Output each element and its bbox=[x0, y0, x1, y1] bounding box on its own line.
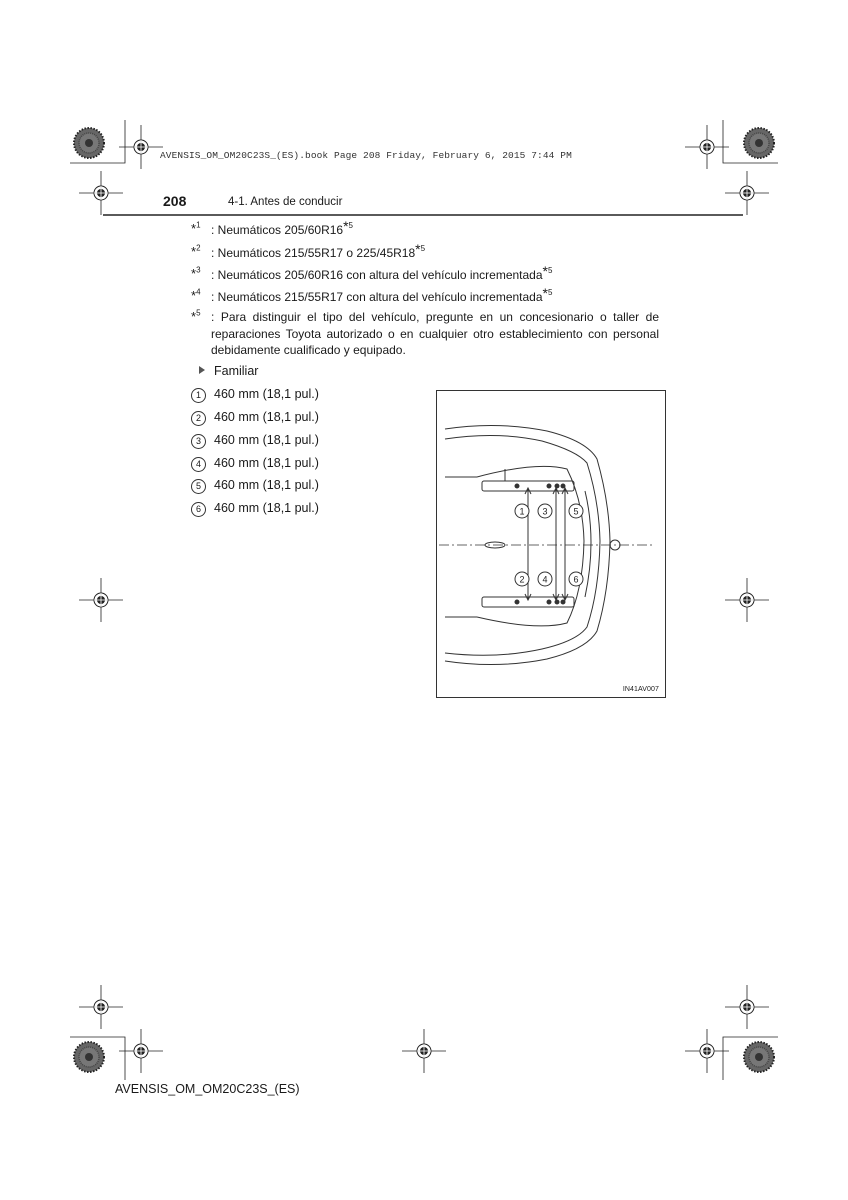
roof-rack-figure bbox=[436, 390, 666, 698]
footnote-ref-star: * bbox=[542, 263, 548, 279]
measurement-value: 460 mm (18,1 pul.) bbox=[214, 433, 319, 447]
footnote-number: 5 bbox=[196, 308, 201, 318]
figure-callout: 2 bbox=[519, 574, 525, 585]
circled-number: 3 bbox=[191, 434, 206, 449]
car-roof-diagram bbox=[437, 391, 665, 697]
triangle-bullet-icon bbox=[199, 366, 205, 374]
circled-number: 6 bbox=[191, 502, 206, 517]
sub-heading bbox=[199, 364, 258, 378]
footnote-marker: * bbox=[191, 288, 197, 303]
print-header: AVENSIS_OM_OM20C23S_(ES).book Page 208 Friday, February 6, 2015 7:44 PM bbox=[160, 150, 572, 161]
footnote-number: 2 bbox=[196, 243, 201, 253]
measurement-item bbox=[191, 478, 319, 494]
footnote-text: : Para distinguir el tipo del vehículo, pregunte en un concesionario o taller de reparaciones Toyota autorizado o en cualquier otro establecimiento con personal debidamente cualificado y equipado. bbox=[211, 310, 659, 357]
measurement-value: 460 mm (18,1 pul.) bbox=[214, 456, 319, 470]
measurement-value: 460 mm (18,1 pul.) bbox=[214, 478, 319, 492]
footnote-ref-number: 5 bbox=[348, 221, 353, 230]
measurement-item bbox=[191, 456, 319, 472]
section-title: 4-1. Antes de conducir bbox=[228, 196, 343, 208]
sub-heading-label: Familiar bbox=[214, 364, 259, 378]
footnote-text: : Neumáticos 205/60R16 bbox=[211, 223, 344, 237]
page-number: 208 bbox=[163, 193, 187, 209]
figure-callout: 6 bbox=[573, 574, 579, 585]
footnote-ref-number: 5 bbox=[547, 288, 553, 297]
header-rule bbox=[103, 214, 743, 216]
footnote-text: : Neumáticos 215/55R17 con altura del vehículo incrementada bbox=[211, 290, 543, 304]
circled-number: 4 bbox=[191, 457, 206, 472]
footnote-marker: * bbox=[191, 266, 197, 281]
figure-id: IN41AV007 bbox=[622, 686, 659, 693]
circled-number: 5 bbox=[191, 479, 206, 494]
figure-callout: 3 bbox=[542, 506, 548, 517]
measurement-item bbox=[191, 433, 319, 449]
measurement-value: 460 mm (18,1 pul.) bbox=[214, 410, 319, 424]
footnote-number: 3 bbox=[196, 265, 201, 275]
footnote-ref-star: * bbox=[542, 285, 548, 301]
footnote-marker: * bbox=[191, 221, 197, 236]
measurement-item bbox=[191, 387, 319, 403]
footnote-ref-star: * bbox=[415, 241, 421, 257]
footnote-marker: * bbox=[191, 309, 197, 324]
footnote-text: : Neumáticos 205/60R16 con altura del vehículo incrementada bbox=[211, 268, 543, 282]
footnote-ref-star: * bbox=[343, 218, 349, 234]
footnote-text: : Neumáticos 215/55R17 o 225/45R18 bbox=[211, 246, 416, 260]
circled-number: 2 bbox=[191, 411, 206, 426]
measurement-value: 460 mm (18,1 pul.) bbox=[214, 501, 319, 515]
circled-number: 1 bbox=[191, 388, 206, 403]
measurement-item bbox=[191, 410, 319, 426]
figure-callout: 4 bbox=[542, 574, 548, 585]
footer-text: AVENSIS_OM_OM20C23S_(ES) bbox=[115, 1082, 300, 1096]
figure-callout: 1 bbox=[519, 506, 525, 517]
measurement-value: 460 mm (18,1 pul.) bbox=[214, 387, 319, 401]
footnote-marker: * bbox=[191, 244, 197, 259]
figure-callout: 5 bbox=[573, 506, 579, 517]
footnote-number: 4 bbox=[196, 287, 201, 297]
footnote-ref-number: 5 bbox=[420, 244, 426, 253]
measurement-item bbox=[191, 501, 319, 517]
footnote-number: 1 bbox=[196, 220, 201, 230]
footnote-ref-number: 5 bbox=[547, 266, 553, 275]
